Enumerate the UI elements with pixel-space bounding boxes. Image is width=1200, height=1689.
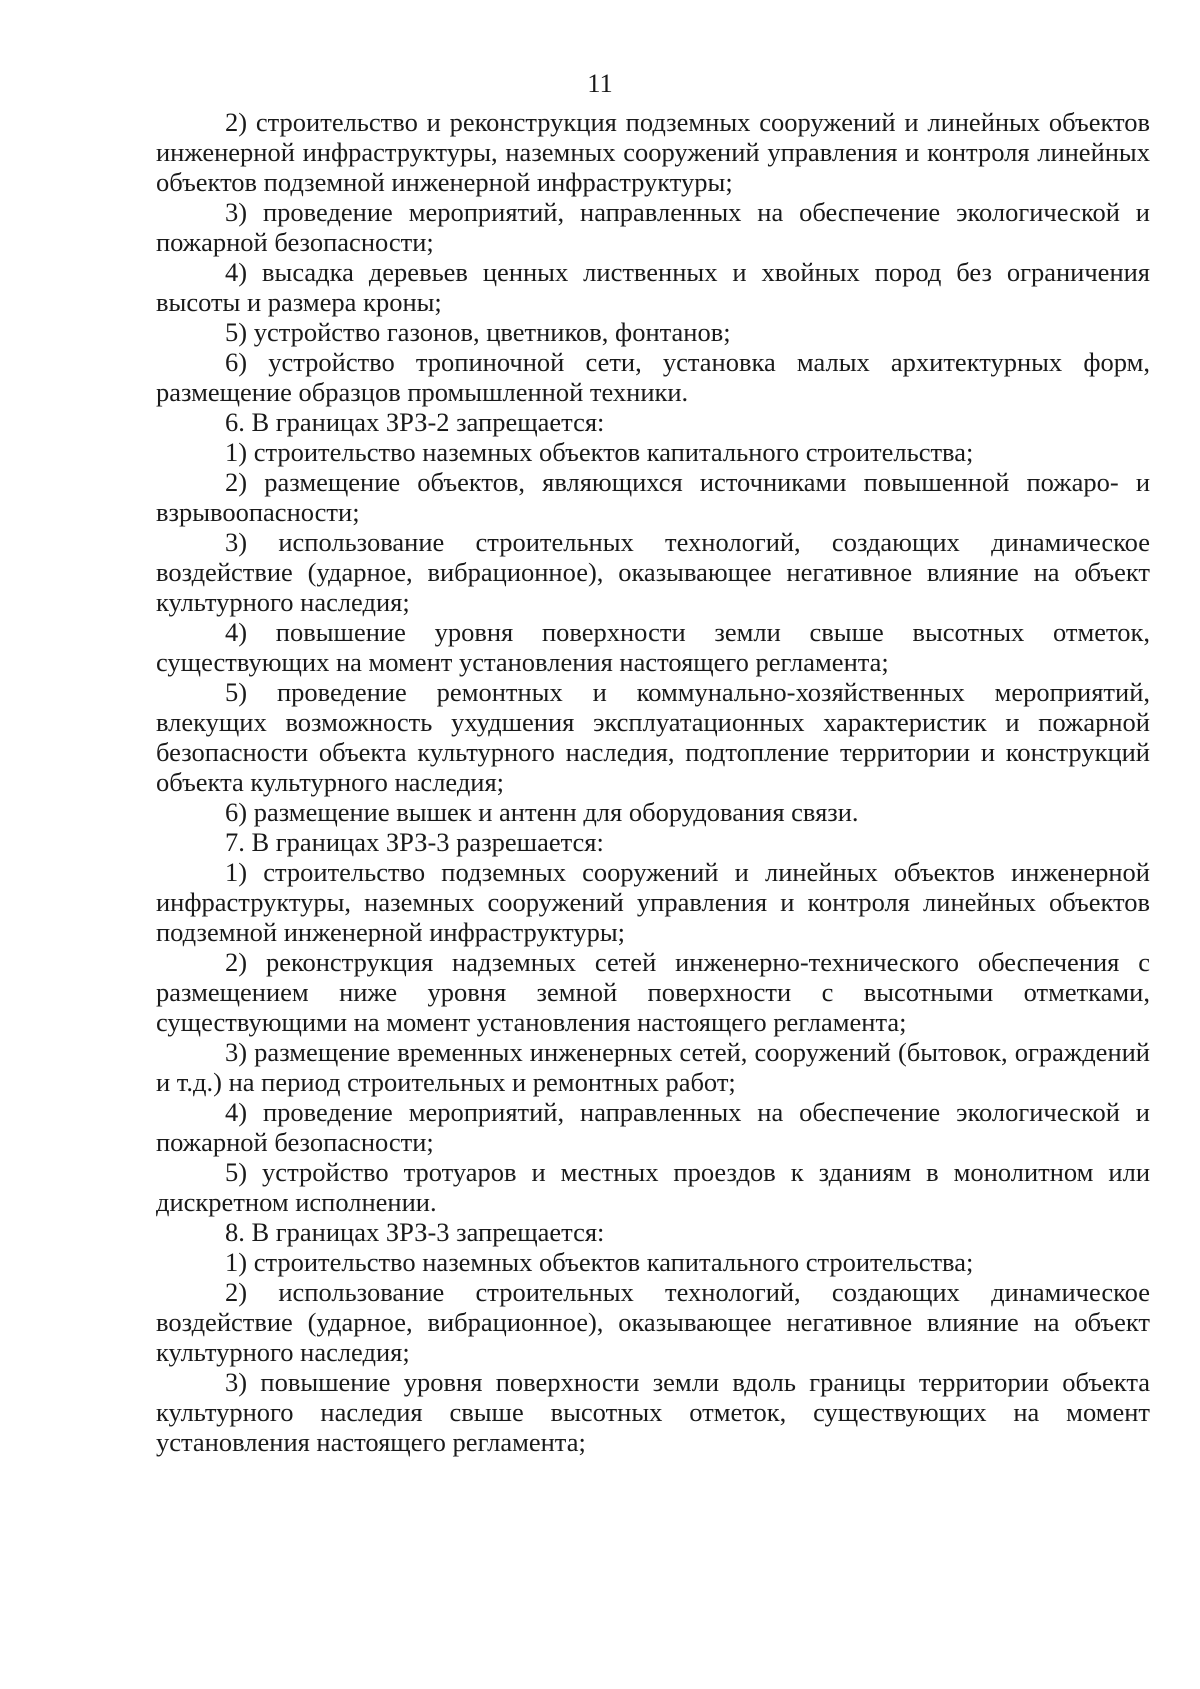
paragraph: 5) устройство тротуаров и местных проездов к зданиям в монолитном или дискретном исполнении. (156, 1157, 1150, 1217)
paragraph: 4) высадка деревьев ценных лиственных и хвойных пород без ограничения высоты и размера кроны; (156, 257, 1150, 317)
paragraph: 1) строительство наземных объектов капитального строительства; (225, 1247, 974, 1277)
page-number: 11 (587, 68, 613, 98)
document-body (156, 107, 1150, 1457)
paragraph: 4) проведение мероприятий, направленных на обеспечение экологической и пожарной безопасности; (156, 1097, 1150, 1157)
paragraph: 6) размещение вышек и антенн для оборудования связи. (225, 797, 859, 827)
section-heading: 8. В границах ЗРЗ-3 запрещается: (225, 1217, 605, 1247)
paragraph: 2) использование строительных технологий, создающих динамическое воздействие (ударное, вибрационное), оказывающее негативное влияние на объект культурного наследия; (156, 1277, 1150, 1367)
paragraph: 2) реконструкция надземных сетей инженерно-технического обеспечения с размещением ниже уровня земной поверхности с высотными отметками, существующими на момент установления настоящего регламента; (156, 947, 1150, 1037)
paragraph: 1) строительство подземных сооружений и линейных объектов инженерной инфраструктуры, наземных сооружений управления и контроля линейных объектов подземной инженерной инфраструктуры; (156, 857, 1150, 947)
paragraph: 3) повышение уровня поверхности земли вдоль границы территории объекта культурного наследия свыше высотных отметок, существующих на момент установления настоящего регламента; (156, 1367, 1150, 1457)
paragraph: 5) устройство газонов, цветников, фонтанов; (225, 317, 731, 347)
section-heading: 7. В границах ЗРЗ-3 разрешается: (225, 827, 604, 857)
paragraph: 3) размещение временных инженерных сетей, сооружений (бытовок, ограждений и т.д.) на период строительных и ремонтных работ; (156, 1037, 1150, 1097)
paragraph: 4) повышение уровня поверхности земли свыше высотных отметок, существующих на момент установления настоящего регламента; (156, 617, 1150, 677)
paragraph: 3) проведение мероприятий, направленных на обеспечение экологической и пожарной безопасности; (156, 197, 1150, 257)
paragraph: 1) строительство наземных объектов капитального строительства; (225, 437, 974, 467)
paragraph: 2) строительство и реконструкция подземных сооружений и линейных объектов инженерной инфраструктуры, наземных сооружений управления и контроля линейных объектов подземной инженерной инфраструктуры; (156, 107, 1150, 197)
section-heading: 6. В границах ЗРЗ-2 запрещается: (225, 407, 605, 437)
paragraph: 2) размещение объектов, являющихся источниками повышенной пожаро- и взрывоопасности; (156, 467, 1150, 527)
paragraph: 6) устройство тропиночной сети, установка малых архитектурных форм, размещение образцов промышленной техники. (156, 347, 1150, 407)
paragraph: 5) проведение ремонтных и коммунально-хозяйственных мероприятий, влекущих возможность ухудшения эксплуатационных характеристик и пожарной безопасности объекта культурного наследия, подтопление территории и конструкций объекта культурного наследия; (156, 677, 1150, 797)
paragraph: 3) использование строительных технологий, создающих динамическое воздействие (ударное, вибрационное), оказывающее негативное влияние на объект культурного наследия; (156, 527, 1150, 617)
